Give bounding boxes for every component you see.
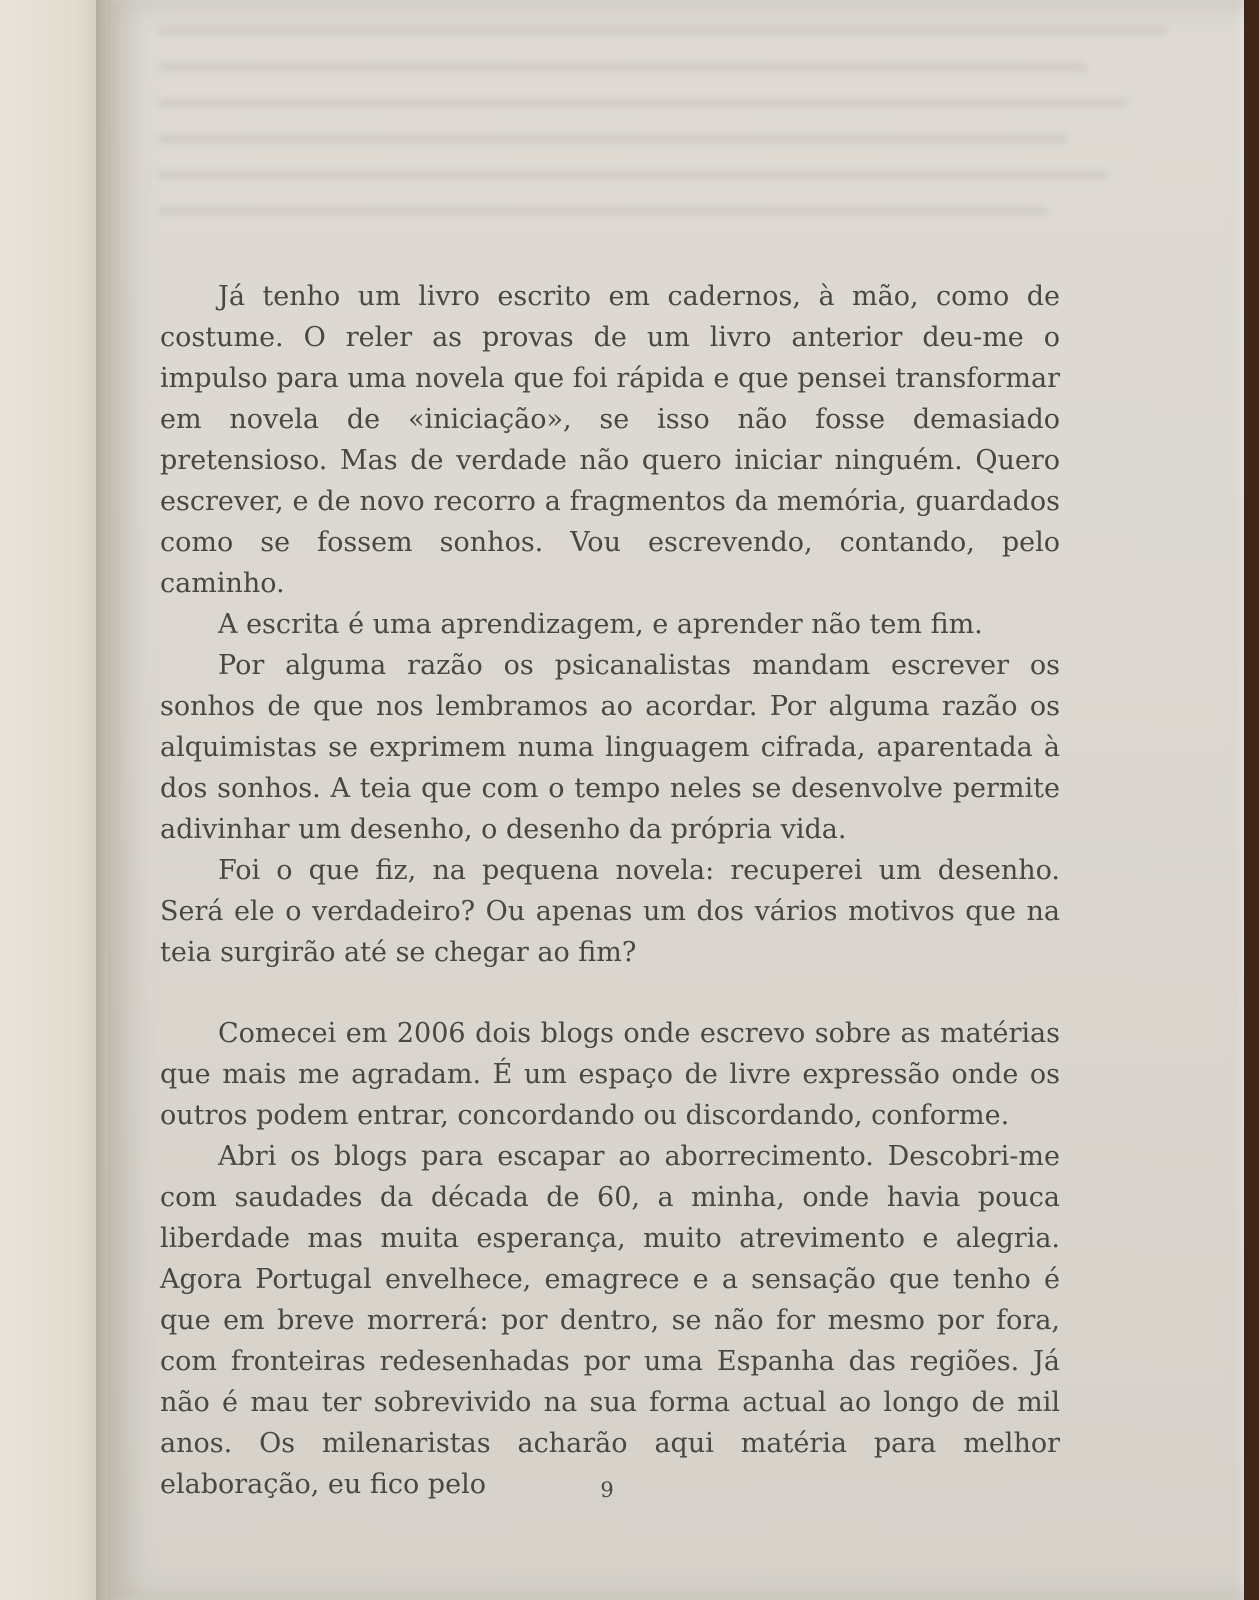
paragraph: Foi o que fiz, na pequena novela: recuperei um desenho. Será ele o verdadeiro? Ou apenas um dos vários motivos que na teia surgirão até se chegar ao fim? [160, 855, 1060, 968]
paragraph: Comecei em 2006 dois blogs onde escrevo sobre as matérias que mais me agradam. É um espaço de livre expressão onde os outros podem entrar, concordando ou discordando, conforme. [160, 1018, 1060, 1131]
page-number: 9 [600, 1478, 614, 1502]
paragraph: A escrita é uma aprendizagem, e aprender não tem fim. [218, 609, 983, 640]
paragraph: Já tenho um livro escrito em cadernos, à mão, como de costume. O reler as provas de um livro anterior deu-me o impulso para uma novela que foi rápida e que pensei transformar em novela de «iniciação», se isso não fosse demasiado pretensioso. Mas de verdade não quero iniciar ninguém. Quero escrever, e de novo recorro a fragmentos da memória, guardados como se fossem sonhos. Vou escrevendo, contando, pelo caminho. [160, 281, 1060, 599]
book-gutter [96, 0, 122, 1600]
facing-page-edge [0, 0, 110, 1600]
section-break [160, 973, 1060, 1013]
paragraph: Por alguma razão os psicanalistas mandam escrever os sonhos de que nos lembramos ao acordar. Por alguma razão os alquimistas se exprimem numa linguagem cifrada, aparentada à dos sonhos. A teia que com o tempo neles se desenvolve permite adivinhar um desenho, o desenho da própria vida. [160, 650, 1060, 845]
paragraph: Abri os blogs para escapar ao aborrecimento. Descobri-me com saudades da década de 60, a minha, onde havia pouca liberdade mas muita esperança, muito atrevimento e alegria. Agora Portugal envelhece, emagrece e a sensação que tenho é que em breve morrerá: por dentro, se não for mesmo por fora, com fronteiras redesenhadas por uma Espanha das regiões. Já não é mau ter sobrevivido na sua forma actual ao longo de mil anos. Os milenaristas acharão aqui matéria para melhor elaboração, eu fico pelo [160, 1141, 1060, 1500]
show-through-text [158, 0, 1168, 290]
page-body-text [160, 276, 1060, 1505]
